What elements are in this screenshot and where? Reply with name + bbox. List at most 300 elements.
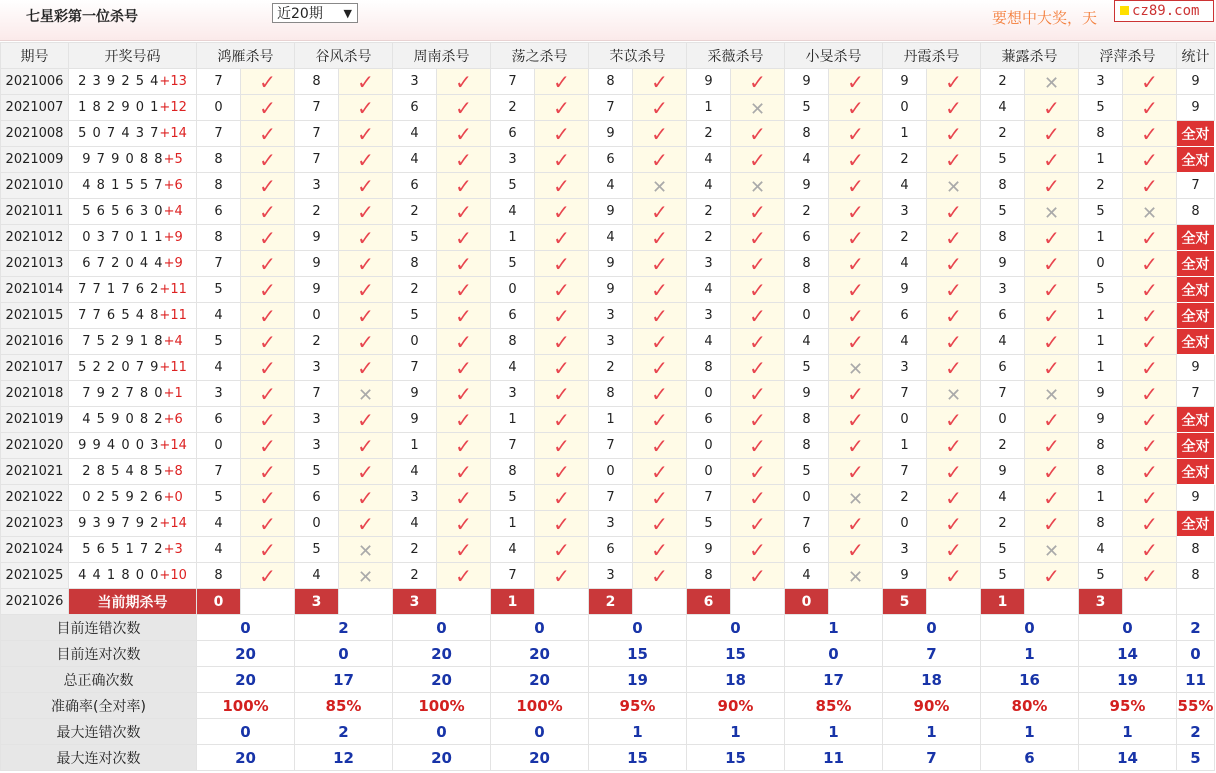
draw-numbers xyxy=(69,563,197,589)
check-icon: ✓ xyxy=(357,199,374,224)
current-kill-number: 3 xyxy=(1079,589,1123,615)
result-cell xyxy=(927,459,981,485)
kill-number: 4 xyxy=(197,355,241,381)
draw-numbers xyxy=(69,303,197,329)
kill-number: 5 xyxy=(785,459,829,485)
draw-sum: +0 xyxy=(163,490,183,505)
kill-number: 0 xyxy=(197,433,241,459)
stats-value: 20 xyxy=(491,745,589,771)
check-icon: ✓ xyxy=(651,407,668,432)
kill-number: 4 xyxy=(491,355,535,381)
result-cell xyxy=(829,381,883,407)
check-icon: ✓ xyxy=(357,511,374,536)
kill-number: 9 xyxy=(883,69,927,95)
check-icon: ✓ xyxy=(1141,407,1158,432)
kill-number: 7 xyxy=(785,511,829,537)
check-icon: ✓ xyxy=(357,277,374,302)
stats-value: 0 xyxy=(393,719,491,745)
check-icon: ✓ xyxy=(945,329,962,354)
draw-digits: 2 8 5 4 8 5 xyxy=(82,464,164,479)
empty-cell xyxy=(1123,589,1177,615)
kill-number: 2 xyxy=(981,121,1025,147)
result-cell xyxy=(339,303,393,329)
kill-number: 1 xyxy=(1079,303,1123,329)
kill-number: 1 xyxy=(1079,225,1123,251)
check-icon: ✓ xyxy=(357,69,374,94)
stats-value: 90% xyxy=(687,693,785,719)
check-icon: ✓ xyxy=(553,355,570,380)
check-icon: ✓ xyxy=(553,225,570,250)
stats-value: 85% xyxy=(295,693,393,719)
kill-number: 6 xyxy=(785,537,829,563)
check-icon: ✓ xyxy=(945,277,962,302)
stats-value: 18 xyxy=(883,667,981,693)
kill-number: 4 xyxy=(687,329,731,355)
all-correct-badge: 全对 xyxy=(1177,303,1215,329)
check-icon: ✓ xyxy=(1141,95,1158,120)
kill-number: 9 xyxy=(589,199,633,225)
correct-count: 9 xyxy=(1177,69,1215,95)
correct-count: 7 xyxy=(1177,173,1215,199)
cross-icon: ✕ xyxy=(1141,202,1158,224)
result-cell xyxy=(1025,121,1079,147)
stats-label: 目前连对次数 xyxy=(1,641,197,667)
draw-numbers xyxy=(69,381,197,407)
result-cell xyxy=(241,303,295,329)
result-cell xyxy=(731,95,785,121)
stats-value: 0 xyxy=(981,615,1079,641)
result-cell xyxy=(829,537,883,563)
stats-value: 19 xyxy=(589,667,687,693)
result-cell xyxy=(633,121,687,147)
correct-count: 7 xyxy=(1177,381,1215,407)
check-icon: ✓ xyxy=(847,277,864,302)
result-cell xyxy=(633,173,687,199)
result-cell xyxy=(829,121,883,147)
check-icon: ✓ xyxy=(749,459,766,484)
result-cell xyxy=(731,173,785,199)
check-icon: ✓ xyxy=(357,121,374,146)
check-icon: ✓ xyxy=(651,277,668,302)
stats-value: 20 xyxy=(197,641,295,667)
kill-number: 6 xyxy=(393,173,437,199)
stats-row xyxy=(1,615,1215,641)
result-cell xyxy=(731,329,785,355)
draw-numbers xyxy=(69,355,197,381)
kill-number: 7 xyxy=(197,121,241,147)
kill-number: 7 xyxy=(589,95,633,121)
table-row xyxy=(1,459,1215,485)
cross-icon: ✕ xyxy=(357,540,374,562)
result-cell xyxy=(437,355,491,381)
stats-value: 1 xyxy=(785,719,883,745)
result-cell xyxy=(829,277,883,303)
draw-sum: +8 xyxy=(163,464,183,479)
result-cell xyxy=(927,407,981,433)
kill-number: 3 xyxy=(295,173,339,199)
kill-number: 5 xyxy=(491,251,535,277)
result-cell xyxy=(1025,381,1079,407)
result-cell xyxy=(829,225,883,251)
kill-number: 2 xyxy=(981,511,1025,537)
result-cell xyxy=(437,381,491,407)
period-cell: 2021013 xyxy=(1,251,69,277)
cross-icon: ✕ xyxy=(357,384,374,406)
stats-value: 20 xyxy=(197,745,295,771)
draw-numbers xyxy=(69,95,197,121)
kill-number: 6 xyxy=(785,225,829,251)
draw-digits: 0 3 7 0 1 1 xyxy=(82,230,164,245)
kill-number: 9 xyxy=(883,277,927,303)
stats-value: 16 xyxy=(981,667,1079,693)
logo-text: cz89.com xyxy=(1132,3,1200,19)
check-icon: ✓ xyxy=(847,329,864,354)
stats-value: 20 xyxy=(197,667,295,693)
kill-number: 0 xyxy=(785,303,829,329)
kill-number: 3 xyxy=(589,563,633,589)
check-icon: ✓ xyxy=(1141,225,1158,250)
check-icon: ✓ xyxy=(1141,121,1158,146)
empty-cell xyxy=(1025,589,1079,615)
result-cell xyxy=(731,147,785,173)
check-icon: ✓ xyxy=(945,511,962,536)
check-icon: ✓ xyxy=(651,511,668,536)
check-icon: ✓ xyxy=(553,485,570,510)
result-cell xyxy=(1123,199,1177,225)
kill-number: 3 xyxy=(491,381,535,407)
check-icon: ✓ xyxy=(945,407,962,432)
check-icon: ✓ xyxy=(651,355,668,380)
kill-number: 7 xyxy=(491,563,535,589)
result-cell xyxy=(1123,433,1177,459)
result-cell xyxy=(927,329,981,355)
check-icon: ✓ xyxy=(847,303,864,328)
result-cell xyxy=(241,563,295,589)
kill-number: 9 xyxy=(295,225,339,251)
col-expert: 蒹露杀号 xyxy=(981,43,1079,69)
kill-number: 2 xyxy=(687,199,731,225)
kill-number: 7 xyxy=(883,459,927,485)
check-icon: ✓ xyxy=(1043,563,1060,588)
stats-label: 总正确次数 xyxy=(1,667,197,693)
check-icon: ✓ xyxy=(259,381,276,406)
table-row xyxy=(1,303,1215,329)
table-row xyxy=(1,381,1215,407)
empty-cell xyxy=(339,589,393,615)
table-row xyxy=(1,355,1215,381)
check-icon: ✓ xyxy=(455,303,472,328)
result-cell xyxy=(829,563,883,589)
period-cell: 2021017 xyxy=(1,355,69,381)
kill-number: 0 xyxy=(883,407,927,433)
kill-number: 3 xyxy=(981,277,1025,303)
result-cell xyxy=(241,485,295,511)
kill-number: 6 xyxy=(491,303,535,329)
kill-number: 3 xyxy=(295,407,339,433)
col-expert: 周南杀号 xyxy=(393,43,491,69)
check-icon: ✓ xyxy=(553,459,570,484)
check-icon: ✓ xyxy=(455,485,472,510)
check-icon: ✓ xyxy=(651,381,668,406)
check-icon: ✓ xyxy=(847,95,864,120)
kill-number: 7 xyxy=(197,251,241,277)
check-icon: ✓ xyxy=(1141,355,1158,380)
kill-number: 5 xyxy=(295,537,339,563)
kill-number: 1 xyxy=(883,121,927,147)
stats-row xyxy=(1,641,1215,667)
result-cell xyxy=(1025,251,1079,277)
result-cell xyxy=(437,173,491,199)
result-cell xyxy=(633,277,687,303)
draw-numbers xyxy=(69,199,197,225)
stats-value: 17 xyxy=(295,667,393,693)
result-cell xyxy=(633,537,687,563)
result-cell xyxy=(535,173,589,199)
check-icon: ✓ xyxy=(455,381,472,406)
result-cell xyxy=(927,173,981,199)
check-icon: ✓ xyxy=(749,563,766,588)
result-cell xyxy=(927,355,981,381)
result-cell xyxy=(1123,485,1177,511)
draw-digits: 7 7 6 5 4 8 xyxy=(78,308,160,323)
check-icon: ✓ xyxy=(259,407,276,432)
result-cell xyxy=(1025,563,1079,589)
check-icon: ✓ xyxy=(553,329,570,354)
kill-number: 4 xyxy=(687,173,731,199)
result-cell xyxy=(339,381,393,407)
check-icon: ✓ xyxy=(945,121,962,146)
result-cell xyxy=(1123,355,1177,381)
kill-number: 1 xyxy=(1079,329,1123,355)
kill-number: 8 xyxy=(197,147,241,173)
kill-number: 4 xyxy=(491,537,535,563)
check-icon: ✓ xyxy=(259,173,276,198)
check-icon: ✓ xyxy=(1141,537,1158,562)
draw-sum: +9 xyxy=(163,256,183,271)
check-icon: ✓ xyxy=(945,563,962,588)
period-cell: 2021010 xyxy=(1,173,69,199)
check-icon: ✓ xyxy=(1043,485,1060,510)
check-icon: ✓ xyxy=(1141,511,1158,536)
result-cell xyxy=(1123,381,1177,407)
kill-number: 8 xyxy=(491,459,535,485)
check-icon: ✓ xyxy=(1141,277,1158,302)
draw-digits: 4 4 1 8 0 0 xyxy=(78,568,160,583)
kill-number: 5 xyxy=(981,147,1025,173)
result-cell xyxy=(241,69,295,95)
check-icon: ✓ xyxy=(945,355,962,380)
check-icon: ✓ xyxy=(455,563,472,588)
stats-row xyxy=(1,745,1215,771)
check-icon: ✓ xyxy=(259,433,276,458)
kill-number: 4 xyxy=(883,173,927,199)
kill-number: 7 xyxy=(295,147,339,173)
check-icon: ✓ xyxy=(455,147,472,172)
empty-cell xyxy=(241,589,295,615)
check-icon: ✓ xyxy=(259,69,276,94)
site-logo[interactable] xyxy=(1114,0,1214,22)
kill-number: 1 xyxy=(1079,485,1123,511)
kill-number: 2 xyxy=(491,95,535,121)
draw-numbers xyxy=(69,485,197,511)
result-cell xyxy=(437,459,491,485)
kill-number: 8 xyxy=(687,563,731,589)
result-cell xyxy=(1025,407,1079,433)
check-icon: ✓ xyxy=(749,121,766,146)
result-cell xyxy=(535,459,589,485)
check-icon: ✓ xyxy=(945,485,962,510)
check-icon: ✓ xyxy=(847,69,864,94)
draw-digits: 9 7 9 0 8 8 xyxy=(82,152,164,167)
result-cell xyxy=(633,485,687,511)
result-cell xyxy=(927,147,981,173)
kill-number: 9 xyxy=(981,251,1025,277)
kill-number: 9 xyxy=(589,251,633,277)
kill-number: 9 xyxy=(589,277,633,303)
kill-number: 8 xyxy=(589,381,633,407)
kill-number: 7 xyxy=(295,121,339,147)
stats-value: 100% xyxy=(197,693,295,719)
empty-cell xyxy=(1177,589,1215,615)
result-cell xyxy=(1025,537,1079,563)
result-cell xyxy=(437,95,491,121)
draw-digits: 5 2 2 0 7 9 xyxy=(78,360,160,375)
result-cell xyxy=(927,121,981,147)
check-icon: ✓ xyxy=(455,277,472,302)
kill-number: 7 xyxy=(981,381,1025,407)
check-icon: ✓ xyxy=(651,95,668,120)
result-cell xyxy=(535,121,589,147)
kill-number: 0 xyxy=(687,381,731,407)
stats-label: 准确率(全对率) xyxy=(1,693,197,719)
range-select[interactable] xyxy=(272,3,358,23)
check-icon: ✓ xyxy=(1043,329,1060,354)
result-cell xyxy=(535,277,589,303)
col-expert: 谷风杀号 xyxy=(295,43,393,69)
check-icon: ✓ xyxy=(1043,251,1060,276)
check-icon: ✓ xyxy=(1043,277,1060,302)
kill-number: 8 xyxy=(1079,459,1123,485)
check-icon: ✓ xyxy=(553,173,570,198)
check-icon: ✓ xyxy=(749,433,766,458)
kill-number: 3 xyxy=(589,511,633,537)
kill-number: 4 xyxy=(393,121,437,147)
check-icon: ✓ xyxy=(357,173,374,198)
result-cell xyxy=(1123,277,1177,303)
check-icon: ✓ xyxy=(455,459,472,484)
kill-number: 5 xyxy=(981,199,1025,225)
result-cell xyxy=(829,251,883,277)
result-cell xyxy=(535,563,589,589)
table-row xyxy=(1,69,1215,95)
kill-number: 3 xyxy=(197,381,241,407)
cross-icon: ✕ xyxy=(1043,202,1060,224)
kill-number: 0 xyxy=(393,329,437,355)
kill-number: 5 xyxy=(785,95,829,121)
check-icon: ✓ xyxy=(259,537,276,562)
header-row xyxy=(1,43,1215,69)
result-cell xyxy=(535,511,589,537)
check-icon: ✓ xyxy=(455,433,472,458)
kill-number: 5 xyxy=(1079,95,1123,121)
period-cell: 2021024 xyxy=(1,537,69,563)
table-row xyxy=(1,95,1215,121)
kill-number: 8 xyxy=(687,355,731,381)
kill-number: 0 xyxy=(589,459,633,485)
result-cell xyxy=(339,355,393,381)
result-cell xyxy=(437,433,491,459)
check-icon: ✓ xyxy=(259,95,276,120)
check-icon: ✓ xyxy=(553,537,570,562)
draw-numbers xyxy=(69,433,197,459)
check-icon: ✓ xyxy=(1043,511,1060,536)
promo-notice[interactable]: 要想中大奖，天 xyxy=(992,9,1098,27)
kill-number: 8 xyxy=(197,173,241,199)
kill-number: 4 xyxy=(981,329,1025,355)
check-icon: ✓ xyxy=(1141,147,1158,172)
check-icon: ✓ xyxy=(651,563,668,588)
result-cell xyxy=(339,329,393,355)
kill-number: 8 xyxy=(785,407,829,433)
kill-number: 5 xyxy=(295,459,339,485)
check-icon: ✓ xyxy=(651,251,668,276)
current-period-row xyxy=(1,589,1215,615)
kill-number: 4 xyxy=(687,277,731,303)
result-cell xyxy=(927,303,981,329)
kill-number: 4 xyxy=(589,173,633,199)
result-cell xyxy=(339,537,393,563)
result-cell xyxy=(731,225,785,251)
kill-number: 9 xyxy=(785,173,829,199)
check-icon: ✓ xyxy=(945,69,962,94)
result-cell xyxy=(339,69,393,95)
kill-number: 5 xyxy=(197,277,241,303)
all-correct-badge: 全对 xyxy=(1177,251,1215,277)
stats-value: 2 xyxy=(295,615,393,641)
stats-total: 55% xyxy=(1177,693,1215,719)
kill-number: 1 xyxy=(491,511,535,537)
kill-number: 2 xyxy=(883,147,927,173)
result-cell xyxy=(535,407,589,433)
kill-number: 4 xyxy=(295,563,339,589)
check-icon: ✓ xyxy=(357,225,374,250)
kill-number: 4 xyxy=(393,511,437,537)
check-icon: ✓ xyxy=(749,537,766,562)
draw-numbers xyxy=(69,407,197,433)
kill-number: 1 xyxy=(393,433,437,459)
result-cell xyxy=(731,355,785,381)
check-icon: ✓ xyxy=(945,199,962,224)
result-cell xyxy=(1025,511,1079,537)
kill-number: 4 xyxy=(491,199,535,225)
result-cell xyxy=(633,329,687,355)
result-cell xyxy=(927,381,981,407)
check-icon: ✓ xyxy=(1141,381,1158,406)
kill-number: 7 xyxy=(687,485,731,511)
table-row xyxy=(1,199,1215,225)
result-cell xyxy=(241,355,295,381)
kill-number: 2 xyxy=(1079,173,1123,199)
stats-value: 1 xyxy=(981,641,1079,667)
kill-number: 0 xyxy=(197,95,241,121)
result-cell xyxy=(927,69,981,95)
result-cell xyxy=(633,511,687,537)
stats-label: 最大连错次数 xyxy=(1,719,197,745)
kill-number: 2 xyxy=(393,277,437,303)
kill-number-table xyxy=(0,42,1215,771)
result-cell xyxy=(731,563,785,589)
stats-value: 0 xyxy=(491,615,589,641)
